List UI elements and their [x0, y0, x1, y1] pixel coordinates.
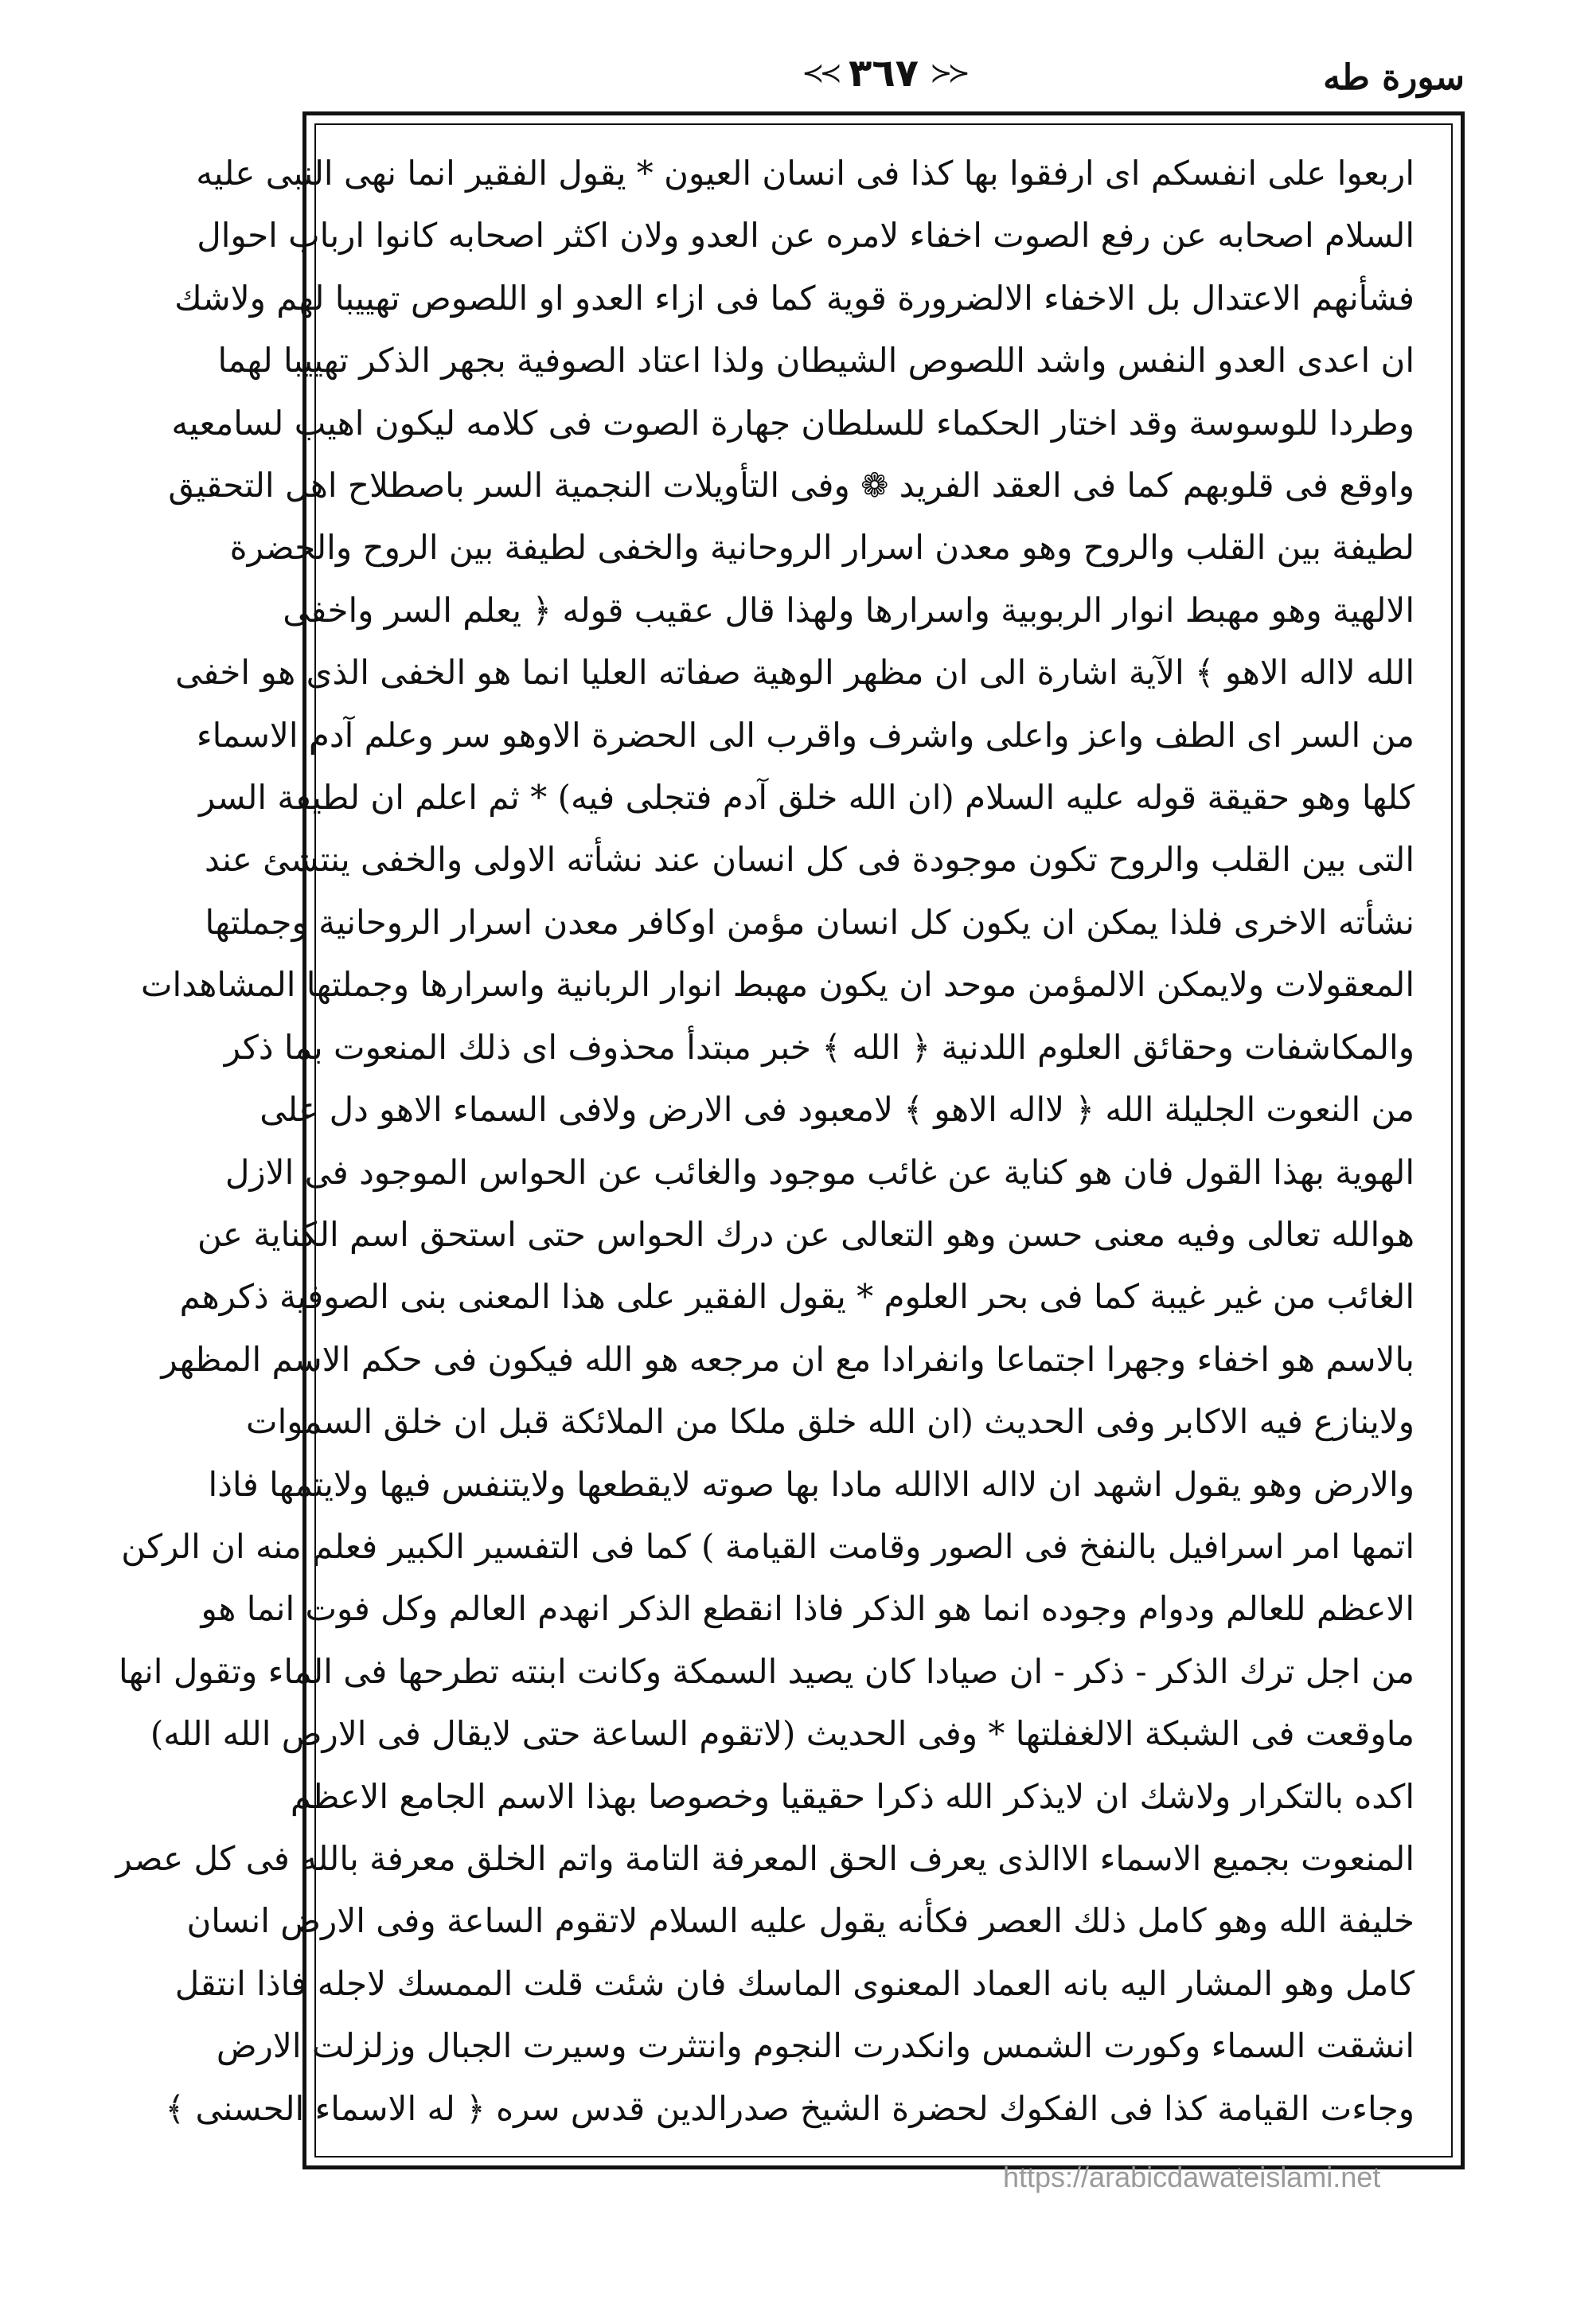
text-line: الغائب من غير غيبة كما فى بحر العلوم * يقول الفقير على هذا المعنى بنى الصوفية ذكرهم	[179, 1277, 1415, 1317]
text-line: خليفة الله وهو كامل ذلك العصر فكأنه يقول عليه السلام لاتقوم الساعة وفى الارض انسان	[186, 1901, 1415, 1941]
text-line: لطيفة بين القلب والروح وهو معدن اسرار الروحانية والخفى لطيفة بين الروح والحضرة	[229, 528, 1415, 568]
text-line: الهوية بهذا القول فان هو كناية عن غائب موجود والغائب عن الحواس الموجود فى الازل	[224, 1152, 1415, 1192]
text-line: الله لااله الاهو ﴾ الآية اشارة الى ان مظهر الوهية صفاته العليا انما هو الخفى الذى هو اخفى	[175, 653, 1415, 693]
text-line: الاعظم للعالم ودوام وجوده انما هو الذكر فاذا انقطع الذكر انهدم العالم وكل فوت انما هو	[201, 1589, 1415, 1629]
text-line: الالهية وهو مهبط انوار الربوبية واسرارها ولهذا قال عقيب قوله ﴿ يعلم السر واخفى	[283, 590, 1415, 630]
text-line: بالاسم هو اخفاء وجهرا اجتماعا وانفرادا مع ان مرجعه هو الله فيكون فى حكم الاسم المظهر	[161, 1339, 1415, 1379]
surah-title: سورة طه	[1323, 57, 1465, 98]
text-line: وجاءت القيامة كذا فى الفكوك لحضرة الشيخ صدرالدين قدس سره ﴿ له الاسماء الحسنى ﴾	[165, 2088, 1415, 2128]
text-line: انشقت السماء وكورت الشمس وانكدرت النجوم وانتثرت وسيرت الجبال وزلزلت الارض	[216, 2026, 1415, 2066]
source-watermark: https://arabicdawateislami.net	[1003, 2161, 1381, 2193]
text-line: والارض وهو يقول اشهد ان لااله الاالله مادا بها صوته لايقطعها ولايتنفس فيها ولايتمها فاذا	[208, 1464, 1415, 1504]
text-line: واوقع فى قلوبهم كما فى العقد الفريد ❁ وفى التأويلات النجمية السر باصطلاح اهل التحقيق	[168, 466, 1415, 506]
text-line: اكده بالتكرار ولاشك ان لايذكر الله ذكرا حقيقيا وخصوصا بهذا الاسم الجامع الاعظم	[290, 1776, 1415, 1816]
text-line: السلام اصحابه عن رفع الصوت اخفاء لامره عن العدو ولان اكثر اصحابه كانوا ارباب احوال	[197, 216, 1415, 256]
text-line: المعقولات ولايمكن الالمؤمن موحد ان يكون مهبط انوار الربانية واسرارها وجملتها المشاهدات	[141, 965, 1415, 1005]
text-line: وطردا للوسوسة وقد اختار الحكماء للسلطان جهارة الصوت فى كلامه ليكون اهيب لسامعيه	[171, 403, 1415, 443]
ornament-right-icon: ≻≻	[929, 57, 966, 89]
text-line: والمكاشفات وحقائق العلوم اللدنية ﴿ الله ﴾ خبر مبتدأ محذوف اى ذلك المنعوت بما ذكر	[224, 1027, 1415, 1067]
text-line: كلها وهو حقيقة قوله عليه السلام (ان الله خلق آدم فتجلى فيه) * ثم اعلم ان لطيفة السر	[198, 778, 1415, 818]
text-line: التى بين القلب والروح تكون موجودة فى كل انسان عند نشأته الاولى والخفى ينتشئ عند	[205, 840, 1415, 880]
body-text	[115, 143, 1415, 2140]
ornament-left-icon: ≺≺	[802, 57, 838, 89]
text-line: كامل وهو المشار اليه بانه العماد المعنوى الماسك فان شئت قلت الممسك لاجله فاذا انتقل	[174, 1963, 1415, 2003]
text-line: المنعوت بجميع الاسماء الاالذى يعرف الحق المعرفة التامة واتم الخلق معرفة بالله فى كل عصر	[115, 1838, 1415, 1878]
text-line: فشأنهم الاعتدال بل الاخفاء الالضرورة قوية كما فى ازاء العدو او اللصوص تهييبا لهم ولاشك	[174, 278, 1415, 318]
text-line: ان اعدى العدو النفس واشد اللصوص الشيطان ولذا اعتاد الصوفية بجهر الذكر تهييبا لهما	[217, 341, 1415, 381]
text-line: من السر اى الطف واعز واعلى واشرف واقرب الى الحضرة الاوهو سر وعلم آدم الاسماء	[196, 715, 1415, 755]
page-frame	[115, 111, 1465, 2169]
text-line: اتمها امر اسرافيل بالنفخ فى الصور وقامت القيامة ) كما فى التفسير الكبير فعلم منه ان الركن	[121, 1526, 1415, 1566]
text-line: من النعوت الجليلة الله ﴿ لااله الاهو ﴾ لامعبود فى الارض ولافى السماء الاهو دل على	[259, 1090, 1415, 1130]
text-line: ماوقعت فى الشبكة الالغفلتها * وفى الحديث (لاتقوم الساعة حتى لايقال فى الارض الله الله)	[150, 1714, 1415, 1754]
page-number-block	[802, 49, 966, 97]
text-line: هوالله تعالى وفيه معنى حسن وهو التعالى عن درك الحواس حتى استحق اسم الكناية عن	[197, 1214, 1415, 1254]
text-line: ولاينازع فيه الاكابر وفى الحديث (ان الله خلق ملكا من الملائكة قبل ان خلق السموات	[246, 1402, 1415, 1442]
page-number: ٣٦٧	[849, 51, 919, 96]
page-frame-inner	[115, 123, 1453, 2157]
text-line: اربعوا على انفسكم اى ارفقوا بها كذا فى انسان العيون * يقول الفقير انما نهى النبى عليه	[196, 154, 1415, 193]
page-header	[302, 49, 1465, 113]
text-line: نشأته الاخرى فلذا يمكن ان يكون كل انسان مؤمن اوكافر معدن اسرار الروحانية وجملتها	[205, 902, 1415, 942]
text-line: من اجل ترك الذكر - ذكر - ان صيادا كان يصيد السمكة وكانت ابنته تطرحها فى الماء وتقول انها	[118, 1651, 1415, 1691]
